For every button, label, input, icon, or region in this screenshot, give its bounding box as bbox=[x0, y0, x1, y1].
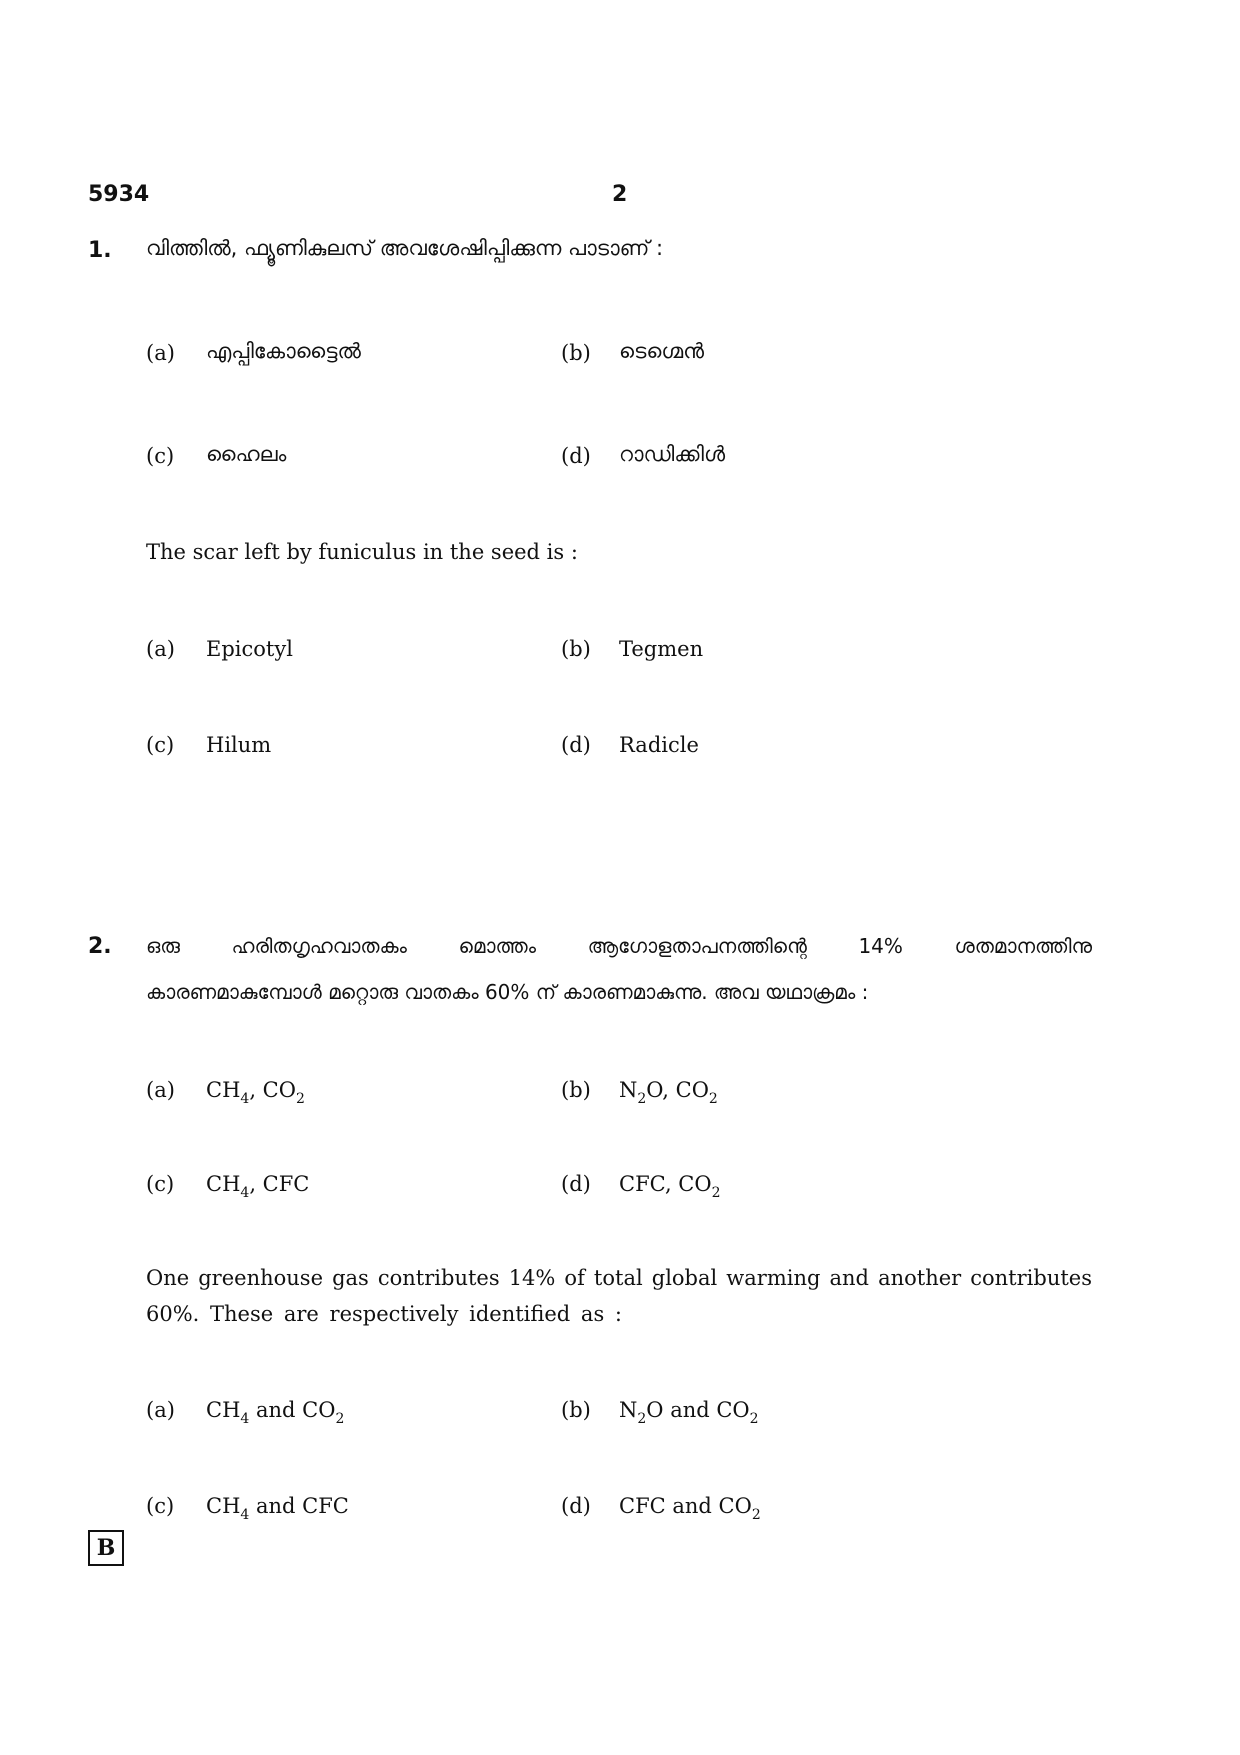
option-text-ml: ഹൈലം bbox=[206, 442, 287, 466]
option-label: (c) bbox=[146, 1494, 175, 1518]
question-text-en-line1: One greenhouse gas contributes 14% of total global warming and another contributes bbox=[146, 1266, 1092, 1290]
option-text-en: Radicle bbox=[619, 733, 699, 757]
option-label: (d) bbox=[561, 1172, 591, 1196]
option-text-en: Hilum bbox=[206, 733, 272, 757]
option-label: (d) bbox=[561, 444, 591, 468]
page-number: 2 bbox=[612, 182, 628, 207]
question-text-ml-line1: ഒരു ഹരിതഗൃഹവാതകം മൊത്തം ആഗോളതാപനത്തിന്റെ 14% ശതമാനത്തിനു bbox=[146, 934, 1092, 958]
question-number: 1. bbox=[88, 238, 112, 263]
option-label: (b) bbox=[561, 1398, 591, 1422]
question-text-ml: വിത്തിൽ, ഫ്യൂണികുലസ് അവശേഷിപ്പിക്കുന്ന പാടാണ് : bbox=[146, 236, 664, 260]
question-text-en: The scar left by funiculus in the seed is : bbox=[146, 540, 578, 564]
question-text-en-line2: 60%. These are respectively identified as : bbox=[146, 1302, 622, 1326]
option-text-en: Epicotyl bbox=[206, 637, 293, 661]
option-formula: $N_2O$, $CO_2$ bbox=[619, 1078, 718, 1107]
option-label: (b) bbox=[561, 341, 591, 365]
option-text-en: Tegmen bbox=[619, 637, 704, 661]
option-formula: $N_2O$ and $CO_2$ bbox=[619, 1398, 759, 1427]
question-number: 2. bbox=[88, 934, 112, 959]
option-label: (d) bbox=[561, 1494, 591, 1518]
option-label: (a) bbox=[146, 1078, 175, 1102]
option-text-ml: എപ്പികോട്ടൈൽ bbox=[206, 339, 361, 363]
option-formula: $CH_4$ and CFC bbox=[206, 1494, 349, 1523]
option-formula: $CH_4$, CFC bbox=[206, 1172, 310, 1201]
option-formula: $CH_4$ and $CO_2$ bbox=[206, 1398, 345, 1427]
option-label: (a) bbox=[146, 1398, 175, 1422]
option-label: (b) bbox=[561, 1078, 591, 1102]
option-formula: $CH_4$, $CO_2$ bbox=[206, 1078, 305, 1107]
option-label: (d) bbox=[561, 733, 591, 757]
option-formula: CFC, $CO_2$ bbox=[619, 1172, 721, 1201]
option-label: (a) bbox=[146, 637, 175, 661]
paper-code: 5934 bbox=[88, 182, 150, 207]
option-text-ml: ടെഗ്മെൻ bbox=[619, 339, 705, 363]
option-formula: CFC and $CO_2$ bbox=[619, 1494, 761, 1523]
option-label: (c) bbox=[146, 733, 175, 757]
option-label: (b) bbox=[561, 637, 591, 661]
series-badge: B bbox=[88, 1530, 124, 1566]
option-label: (c) bbox=[146, 1172, 175, 1196]
question-text-ml-line2: കാരണമാകുമ്പോൾ മറ്റൊരു വാതകം 60% ന് കാരണമാകുന്നു. അവ യഥാക്രമം : bbox=[146, 980, 869, 1004]
option-label: (a) bbox=[146, 341, 175, 365]
option-label: (c) bbox=[146, 444, 175, 468]
option-text-ml: റാഡിക്കിൾ bbox=[619, 442, 726, 466]
